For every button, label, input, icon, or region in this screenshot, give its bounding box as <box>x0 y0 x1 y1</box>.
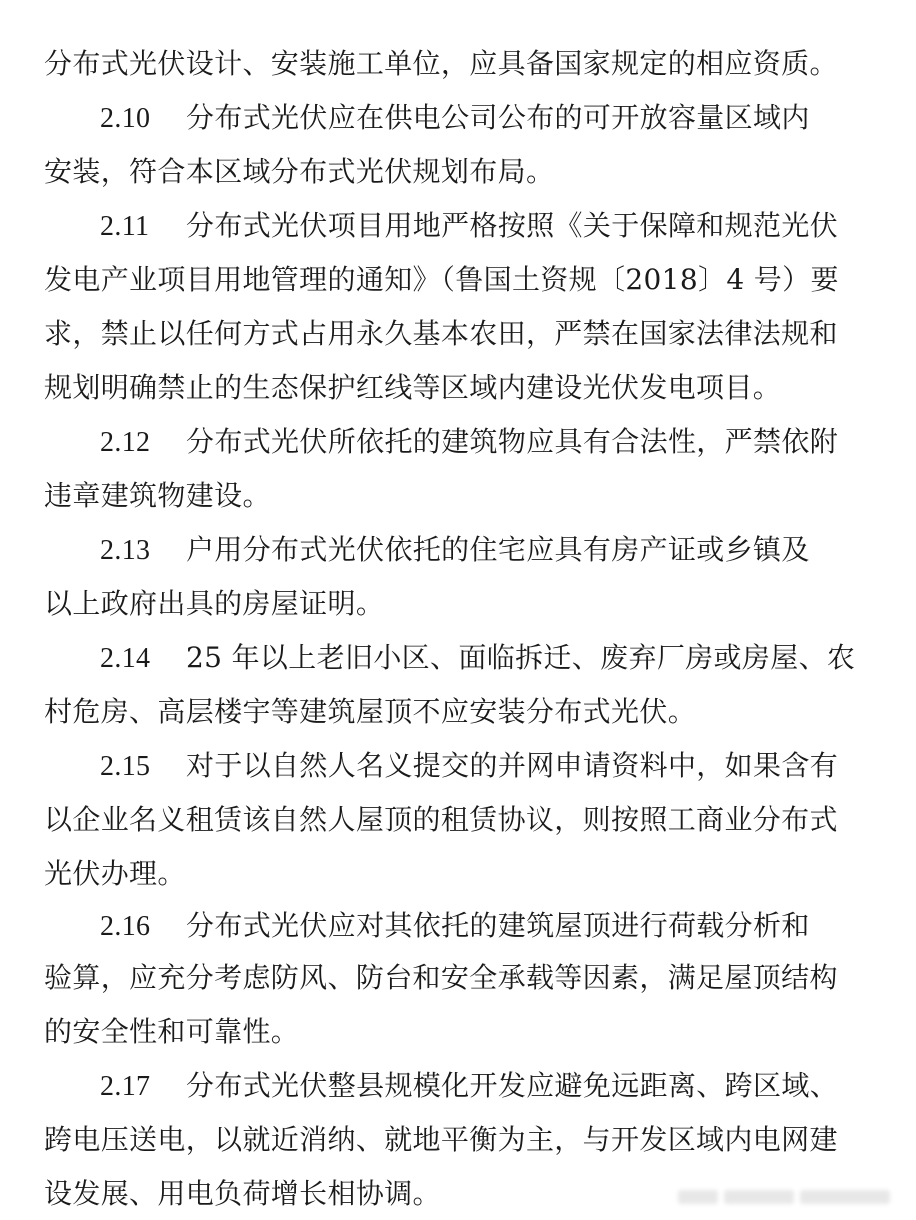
clause-text: 分布式光伏应在供电公司公布的可开放容量区域内 <box>186 101 810 134</box>
text-line: 违章建筑物建设。 <box>44 479 271 512</box>
clause-2-11-line-1 <box>100 206 884 246</box>
clause-text: 对于以自然人名义提交的并网申请资料中，如果含有 <box>186 749 839 782</box>
clause-2-10-line-1 <box>100 98 884 138</box>
clause-2-15-line-1 <box>100 746 884 786</box>
clause-2-14-line-1 <box>100 638 884 678</box>
text-line: 规划明确禁止的生态保护红线等区域内建设光伏发电项目。 <box>44 371 782 404</box>
clause-2-13-line-1 <box>100 530 884 570</box>
text-line: 村危房、高层楼宇等建筑屋顶不应安装分布式光伏。 <box>44 695 697 728</box>
clause-text: 分布式光伏所依托的建筑物应具有合法性，严禁依附 <box>186 425 839 458</box>
blurred-watermark <box>678 1184 908 1210</box>
text-line: 跨电压送电，以就近消纳、就地平衡为主，与开发区域内电网建 <box>44 1123 838 1156</box>
text-line: 验算，应充分考虑防风、防台和安全承载等因素，满足屋顶结构 <box>44 961 838 994</box>
clause-number: 2.17 <box>100 1071 151 1102</box>
clause-2-12-line-1 <box>100 422 884 462</box>
clause-text: 分布式光伏项目用地严格按照《关于保障和规范光伏 <box>186 209 839 242</box>
clause-text: 户用分布式光伏依托的住宅应具有房产证或乡镇及 <box>186 533 810 566</box>
clause-2-17-line-1 <box>100 1066 884 1106</box>
clause-number: 2.10 <box>100 103 151 134</box>
text-line: 分布式光伏设计、安装施工单位，应具备国家规定的相应资质。 <box>44 47 838 80</box>
clause-number: 2.13 <box>100 535 151 566</box>
text-line: 光伏办理。 <box>44 857 186 890</box>
clause-text: 25 年以上老旧小区、面临拆迁、废弃厂房或房屋、农 <box>186 641 856 674</box>
clause-number: 2.14 <box>100 643 151 674</box>
clause-number: 2.11 <box>100 211 150 242</box>
text-line: 安装，符合本区域分布式光伏规划布局。 <box>44 155 555 188</box>
clause-2-16-line-1 <box>100 906 884 946</box>
text-line: 设发展、用电负荷增长相协调。 <box>44 1177 441 1210</box>
clause-number: 2.16 <box>100 911 151 942</box>
text-line: 求，禁止以任何方式占用永久基本农田，严禁在国家法律法规和 <box>44 317 838 350</box>
text-line: 以上政府出具的房屋证明。 <box>44 587 385 620</box>
clause-text: 分布式光伏应对其依托的建筑屋顶进行荷载分析和 <box>186 909 810 942</box>
text-line: 的安全性和可靠性。 <box>44 1015 300 1048</box>
text-line: 以企业名义租赁该自然人屋顶的租赁协议，则按照工商业分布式 <box>44 803 838 836</box>
clause-number: 2.12 <box>100 427 151 458</box>
clause-number: 2.15 <box>100 751 151 782</box>
text-line: 发电产业项目用地管理的通知》（鲁国土资规〔2018〕4 号）要 <box>44 263 839 296</box>
clause-text: 分布式光伏整县规模化开发应避免远距离、跨区域、 <box>186 1069 839 1102</box>
